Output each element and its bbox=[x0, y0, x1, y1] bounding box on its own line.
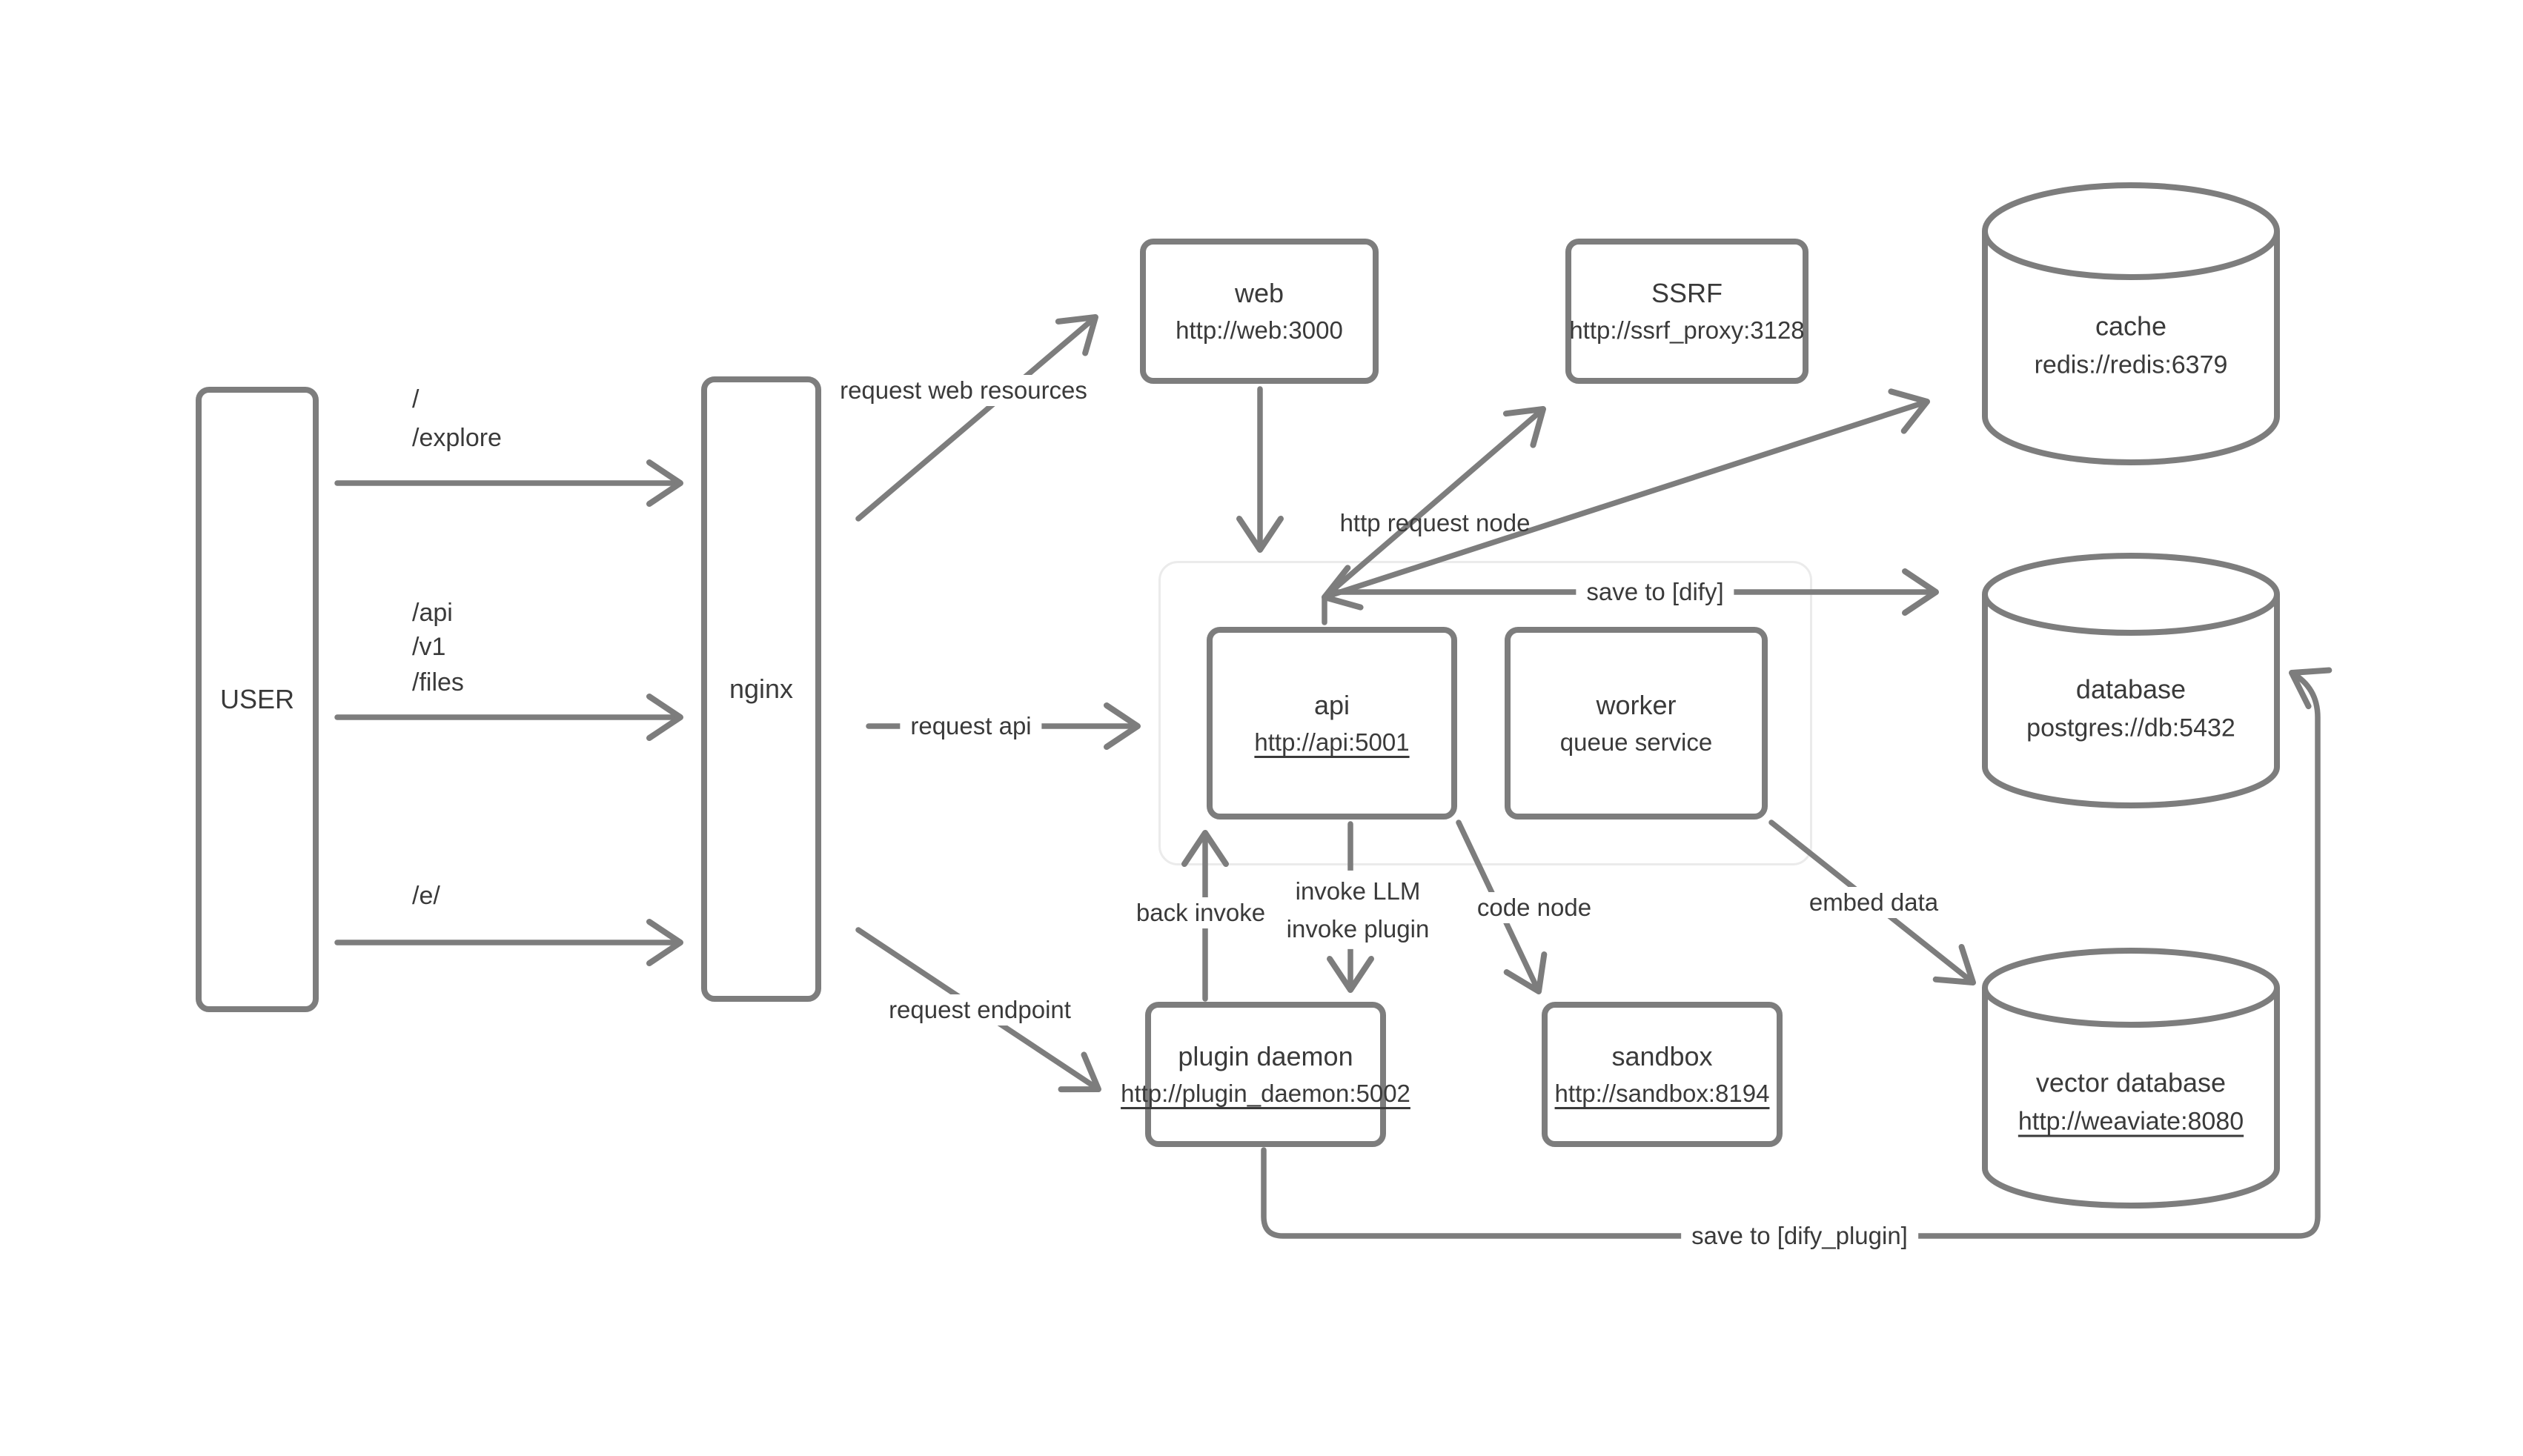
worker-node bbox=[1505, 627, 1768, 820]
path-files-label: /files bbox=[412, 668, 464, 697]
edge-api-cache bbox=[1325, 402, 1927, 597]
cache-url: redis://redis:6379 bbox=[2034, 350, 2228, 379]
vector-database-url: http://weaviate:8080 bbox=[2018, 1107, 2244, 1136]
sandbox-title: sandbox bbox=[1611, 1040, 1713, 1071]
path-root-label: / bbox=[412, 385, 420, 413]
api-node bbox=[1207, 627, 1457, 820]
http-request-node-label: http request node bbox=[1339, 509, 1531, 536]
edge-nginx-web bbox=[858, 317, 1095, 519]
nginx-node bbox=[701, 376, 821, 1002]
plugin-daemon-url: http://plugin_daemon:5002 bbox=[1121, 1080, 1410, 1108]
request-web-resources-label: request web resources bbox=[829, 375, 1098, 406]
save-to-dify-plugin-label: save to [dify_plugin] bbox=[1681, 1220, 1918, 1251]
vector-database-title: vector database bbox=[2035, 1067, 2227, 1098]
api-url: http://api:5001 bbox=[1254, 728, 1410, 757]
path-e-label: /e/ bbox=[412, 882, 440, 910]
save-to-dify-label: save to [dify] bbox=[1576, 576, 1734, 608]
cache-label bbox=[2035, 307, 2228, 385]
path-explore-label: /explore bbox=[412, 424, 502, 452]
code-node-label: code node bbox=[1467, 892, 1602, 923]
sandbox-url: http://sandbox:8194 bbox=[1554, 1080, 1770, 1108]
web-url: http://web:3000 bbox=[1176, 316, 1343, 345]
path-v1-label: /v1 bbox=[412, 633, 446, 661]
api-title: api bbox=[1313, 689, 1350, 720]
cache-title: cache bbox=[2095, 310, 2167, 342]
database-title: database bbox=[2075, 674, 2187, 705]
database-url: postgres://db:5432 bbox=[2026, 714, 2235, 742]
ssrf-node bbox=[1565, 239, 1808, 384]
user-node bbox=[196, 387, 319, 1012]
worker-title: worker bbox=[1596, 689, 1677, 720]
request-api-label: request api bbox=[900, 711, 1041, 742]
sandbox-node bbox=[1542, 1002, 1783, 1147]
embed-data-label: embed data bbox=[1799, 887, 1949, 918]
web-node bbox=[1140, 239, 1379, 384]
edge-api-ssrf bbox=[1325, 409, 1543, 597]
path-api-label: /api bbox=[412, 599, 453, 627]
web-title: web bbox=[1234, 277, 1284, 308]
invoke-llm-label: invoke LLM bbox=[1295, 877, 1421, 905]
nginx-label: nginx bbox=[729, 673, 794, 704]
database-label bbox=[2026, 670, 2235, 748]
vector-database-label bbox=[2018, 1063, 2244, 1141]
invoke-label bbox=[1276, 871, 1440, 949]
back-invoke-label: back invoke bbox=[1126, 897, 1276, 928]
ssrf-url: http://ssrf_proxy:3128 bbox=[1569, 316, 1805, 345]
worker-subtitle: queue service bbox=[1559, 728, 1713, 757]
request-endpoint-label: request endpoint bbox=[878, 994, 1081, 1025]
plugin-daemon-title: plugin daemon bbox=[1178, 1040, 1353, 1071]
plugin-daemon-node bbox=[1121, 1002, 1410, 1147]
user-label: USER bbox=[219, 683, 295, 714]
invoke-plugin-label: invoke plugin bbox=[1286, 915, 1430, 943]
ssrf-title: SSRF bbox=[1651, 277, 1723, 308]
